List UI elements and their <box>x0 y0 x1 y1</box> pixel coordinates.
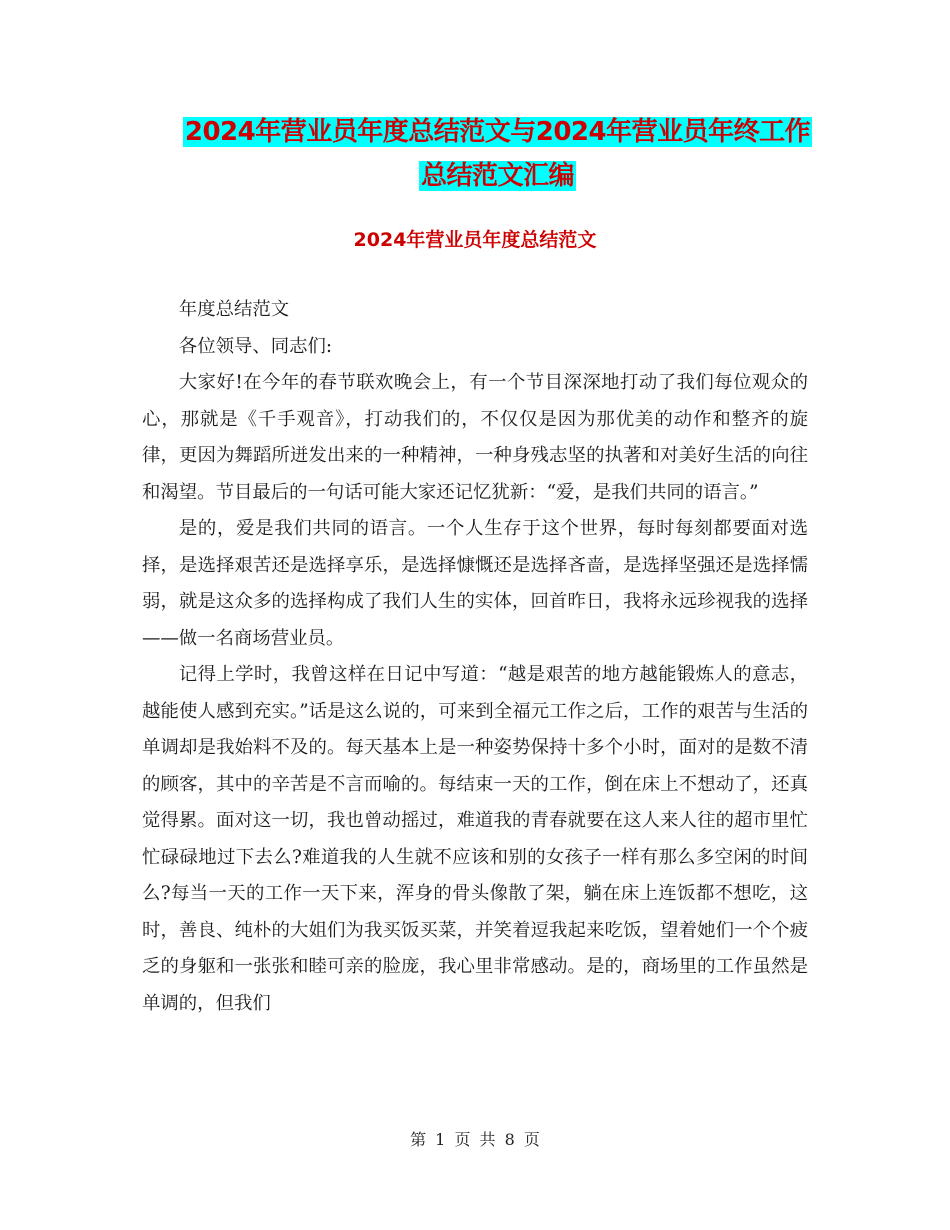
title-line-2: 总结范文汇编 <box>420 161 574 191</box>
title-line-1: 2024年营业员年度总结范文与2024年营业员年终工作 <box>184 117 811 147</box>
document-title <box>140 110 855 198</box>
document-body <box>142 292 808 1022</box>
section-title: 2024年营业员年度总结范文 <box>353 229 597 251</box>
paragraph: 是的，爱是我们共同的语言。一个人生存于这个世界，每时每刻都要面对选择，是选择艰苦还是选择享乐，是选择慷慨还是选择吝啬，是选择坚强还是选择懦弱，就是这众多的选择构成了我们人生的实体，回首昨日，我将永远珍视我的选择——做一名商场营业员。 <box>142 518 808 649</box>
page-footer: 第 1 页 共 8 页 <box>410 1130 540 1149</box>
paragraph: 年度总结范文 <box>178 299 290 320</box>
paragraph: 大家好!在今年的春节联欢晚会上，有一个节目深深地打动了我们每位观众的心，那就是《千手观音》，打动我们的，不仅仅是因为那优美的动作和整齐的旋律，更因为舞蹈所迸发出来的一种精神，一种身残志坚的执著和对美好生活的向往和渴望。节目最后的一句话可能大家还记忆犹新：“爱，是我们共同的语言。” <box>142 372 808 503</box>
paragraph: 各位领导、同志们: <box>178 335 333 357</box>
paragraph: 记得上学时，我曾这样在日记中写道：“越是艰苦的地方越能锻炼人的意志，越能使人感到充实。”话是这么说的，可来到全福元工作之后，工作的艰苦与生活的单调却是我始料不及的。每天基本上是一种姿势保持十多个小时，面对的是数不清的顾客，其中的辛苦是不言而喻的。每结束一天的工作，倒在床上不想动了，还真觉得累。面对这一切，我也曾动摇过，难道我的青春就要在这人来人往的超市里忙忙碌碌地过下去么?难道我的人生就不应该和别的女孩子一样有那么多空闲的时间么?每当一天的工作一天下来，浑身的骨头像散了架，躺在床上连饭都不想吃，这时，善良、纯朴的大姐们为我买饭买菜，并笑着逗我起来吃饭，望着她们一个个疲乏的身躯和一张张和睦可亲的脸庞，我心里非常感动。是的，商场里的工作虽然是单调的，但我们 <box>142 664 808 1014</box>
